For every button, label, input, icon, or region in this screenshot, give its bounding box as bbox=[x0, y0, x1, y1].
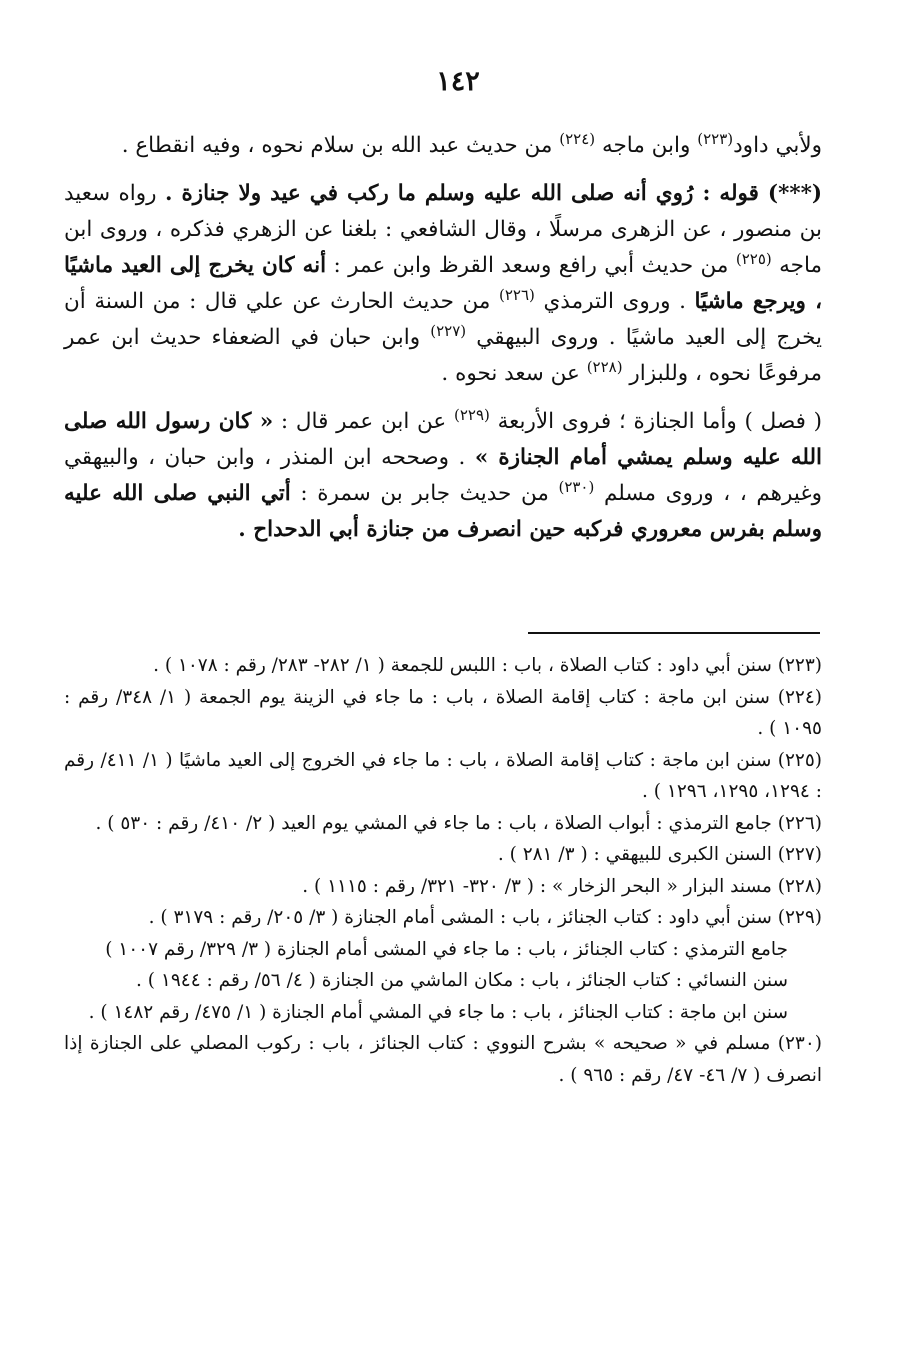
bold-text: أنه كان يخرج إلى العيد ماشيًا ، ويرجع ماشيًا bbox=[64, 253, 823, 314]
text-run: وابن ماجه bbox=[595, 133, 698, 158]
footnote-ref: (٢٢٨) bbox=[586, 357, 623, 376]
paragraph bbox=[64, 176, 822, 392]
text-run: رواه سعيد بن منصور ، عن الزهرى مرسلًا ، وقال الشافعي : بلغنا عن الزهري فذكره ، وروى ابن ماجه bbox=[64, 181, 823, 278]
paragraph bbox=[64, 128, 822, 164]
footnote: (٢٢٣) سنن أبي داود : كتاب الصلاة ، باب : اللبس للجمعة ( ١/ ٢٨٢- ٢٨٣/ رقم : ١٠٧٨ ) . bbox=[153, 655, 822, 676]
footnote-ref: (٢٢٧) bbox=[430, 321, 467, 340]
text-run: من حديث جابر بن سمرة : bbox=[290, 481, 559, 506]
footnote-ref: (٢٢٩) bbox=[453, 405, 490, 424]
text-run: . وروى الترمذي bbox=[534, 289, 695, 314]
bold-text: (***) قوله : رُوي أنه صلى الله عليه وسلم ما ركب في عيد ولا جنازة . bbox=[164, 181, 822, 206]
footnote: (٢٢٩) سنن أبي داود : كتاب الجنائز ، باب : المشى أمام الجنازة ( ٣/ ٢٠٥/ رقم : ٣١٧٩ ) . bbox=[148, 907, 822, 928]
footnote: (٢٢٦) جامع الترمذي : أبواب الصلاة ، باب : ما جاء في المشي يوم العيد ( ٢/ ٤١٠/ رقم : ٥٣٠ ) . bbox=[95, 812, 822, 834]
bold-text: « كان رسول الله صلى الله عليه وسلم يمشي أمام الجنازة » bbox=[64, 409, 822, 470]
text-run: ( فصل ) وأما الجنازة ؛ فروى الأربعة bbox=[489, 409, 822, 434]
text-run: من حديث أبي رافع وسعد القرظ وابن عمر : bbox=[326, 253, 736, 278]
text-run: . وصححه ابن المنذر ، وابن حبان ، والبيهقي وغيرهم ، ، وروى مسلم bbox=[64, 445, 822, 506]
text-run: ولأبي داود bbox=[733, 133, 822, 158]
footnote-ref: (٢٢٥) bbox=[735, 249, 772, 268]
footnote: (٢٢٧) السنن الكبرى للبيهقي : ( ٣/ ٢٨١ ) . bbox=[497, 844, 822, 865]
page-number: ١٤٢ bbox=[436, 66, 480, 97]
text-run: عن ابن عمر قال : bbox=[273, 409, 454, 434]
text-run: وابن حبان في الضعفاء حديث ابن عمر مرفوعًا نحوه ، وللبزار bbox=[64, 325, 822, 386]
footnote-continuation: سنن ابن ماجة : كتاب الجنائز ، باب : ما جاء في المشي أمام الجنازة ( ١/ ٤٧٥/ رقم ١٤٨٢ ) . bbox=[88, 1001, 788, 1023]
paragraph bbox=[64, 404, 822, 548]
footnotes bbox=[64, 650, 822, 1091]
footnote: (٢٢٨) مسند البزار « البحر الزخار » : ( ٣/ ٣٢٠- ٣٢١/ رقم : ١١١٥ ) . bbox=[302, 875, 822, 897]
footnote: (٢٢٥) سنن ابن ماجة : كتاب إقامة الصلاة ، باب : ما جاء في الخروج إلى العيد ماشيًا ( ١/ ٤١١/ رقم : ١٢٩٤، ١٢٩٥، ١٢٩٦ ) . bbox=[64, 749, 822, 802]
footnote-continuation: جامع الترمذي : كتاب الجنائز ، باب : ما جاء في المشى أمام الجنازة ( ٣/ ٣٢٩/ رقم ١٠٠٧ ) bbox=[105, 938, 788, 960]
footnote-ref: (٢٢٦) bbox=[499, 285, 535, 304]
footnote-separator bbox=[528, 632, 820, 634]
footnote-ref: (٢٢٤) bbox=[559, 129, 596, 148]
footnote-ref: (٢٣٠) bbox=[558, 477, 595, 496]
text-run: من حديث الحارث عن علي قال : من السنة أن يخرج إلى العيد ماشيًا . وروى البيهقي bbox=[64, 289, 822, 350]
footnote: (٢٢٤) سنن ابن ماجة : كتاب إقامة الصلاة ، باب : ما جاء في الزينة يوم الجمعة ( ١/ ٣٤٨/ رقم : ١٠٩٥ ) . bbox=[64, 686, 823, 739]
footnote-continuation: سنن النسائي : كتاب الجنائز ، باب : مكان الماشي من الجنازة ( ٤/ ٥٦/ رقم : ١٩٤٤ ) . bbox=[136, 970, 788, 991]
footnote: (٢٣٠) مسلم في « صحيحه » بشرح النووي : كتاب الجنائز ، باب : ركوب المصلي على الجنازة إذا انصرف ( ٧/ ٤٦- ٤٧/ رقم : ٩٦٥ ) . bbox=[64, 1033, 822, 1086]
bold-text: أتي النبي صلى الله عليه وسلم بفرس معروري فركبه حين انصرف من جنازة أبي الدحداح . bbox=[64, 481, 822, 542]
main-text bbox=[64, 128, 822, 548]
text-run: عن سعد نحوه . bbox=[441, 361, 587, 386]
footnote-ref: (٢٢٣) bbox=[697, 129, 734, 148]
text-run: من حديث عبد الله بن سلام نحوه ، وفيه انقطاع . bbox=[121, 133, 560, 158]
